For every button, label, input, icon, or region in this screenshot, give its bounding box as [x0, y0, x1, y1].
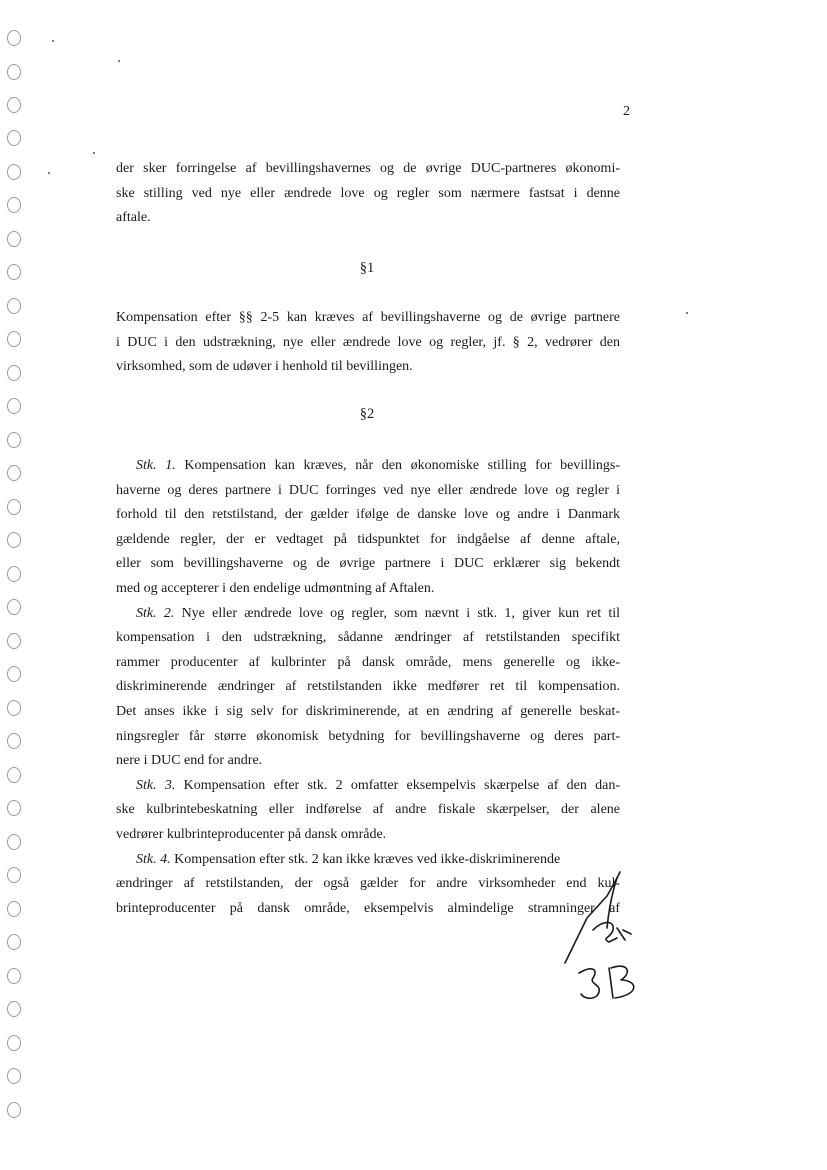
binder-hole	[7, 197, 21, 213]
text-line: Det anses ikke i sig selv for diskriminerende, at en ændring af generelle beskat-	[116, 703, 620, 719]
text-line: eller som bevillingshaverne og de øvrige partnere i DUC erklærer sig bekendt	[116, 556, 620, 572]
stk-4-first-line: Stk. 4. Kompensation efter stk. 2 kan ikke kræves ved ikke-diskriminerende	[136, 851, 561, 867]
stk-1-label: Stk. 1.	[136, 458, 176, 473]
text-line: der sker forringelse af bevillingshavernes og de øvrige DUC-partneres økonomi-	[116, 161, 620, 176]
scan-speck	[48, 172, 50, 174]
binder-hole	[7, 1068, 21, 1084]
binder-hole	[7, 599, 21, 615]
binder-hole	[7, 867, 21, 883]
binder-hole	[7, 1001, 21, 1017]
binder-hole	[7, 700, 21, 716]
scan-speck	[118, 60, 120, 62]
binder-hole	[7, 499, 21, 515]
text-line: diskriminerende ændringer af retstilstanden ikke medfører ret til kompensation.	[116, 679, 620, 695]
stk-1-first-line: Stk. 1. Kompensation kan kræves, når den økonomiske stilling for bevillings-	[136, 458, 621, 473]
binder-hole	[7, 432, 21, 448]
binder-hole	[7, 566, 21, 582]
text-line: Kompensation efter §§ 2-5 kan kræves af bevillingshaverne og de øvrige partnere	[116, 310, 620, 325]
binder-hole	[7, 834, 21, 850]
stk-4-label: Stk. 4.	[136, 851, 171, 867]
text-line: vedrører kulbrinteproducenter på dansk område.	[116, 826, 387, 842]
binder-hole	[7, 968, 21, 984]
stk-2-first-line: Stk. 2. Nye eller ændrede love og regler, som nævnt i stk. 1, giver kun ret til	[136, 605, 620, 621]
binder-hole	[7, 934, 21, 950]
stk-3-first-line: Stk. 3. Kompensation efter stk. 2 omfatter eksempelvis skærpelse af den dan-	[136, 777, 621, 793]
binder-hole	[7, 901, 21, 917]
binder-hole	[7, 767, 21, 783]
binder-hole	[7, 264, 21, 280]
text-line: aftale.	[116, 210, 151, 226]
text-line: brinteproducenter på dansk område, eksempelvis almindelige stramninger af	[116, 900, 620, 916]
binder-hole	[7, 465, 21, 481]
binder-hole	[7, 64, 21, 80]
binder-hole	[7, 532, 21, 548]
text-line: ningsregler får større økonomisk betydning for bevillingshaverne og deres part-	[116, 728, 620, 744]
text-line: i DUC i den udstrækning, nye eller ændrede love og regler, jf. § 2, vedrører den	[116, 334, 620, 350]
binder-hole	[7, 365, 21, 381]
text-line: ske stilling ved nye eller ændrede love og regler som nærmere fastsat i denne	[116, 185, 620, 201]
scan-speck	[52, 40, 54, 42]
text-line: rammer producenter af kulbrinter på dansk område, mens generelle og ikke-	[116, 654, 620, 670]
binder-holes	[0, 0, 40, 1170]
section-2-heading: §2	[359, 406, 375, 422]
binder-hole	[7, 164, 21, 180]
text-line: gældende regler, der er vedtaget på tidspunktet for indgåelse af denne aftale,	[116, 531, 620, 547]
text-line: ske kulbrintebeskatning eller indførelse af andre fiskale skærpelser, der alene	[116, 802, 620, 818]
scan-speck	[686, 312, 688, 314]
text-line: virksomhed, som de udøver i henhold til bevillingen.	[116, 359, 413, 375]
section-1-paragraph	[116, 306, 620, 380]
binder-hole	[7, 398, 21, 414]
text-line: ændringer af retstilstanden, der også gælder for andre virksomheder end kul-	[116, 876, 620, 892]
binder-hole	[7, 331, 21, 347]
section-2-body	[116, 454, 620, 921]
intro-paragraph	[116, 157, 620, 231]
binder-hole	[7, 298, 21, 314]
section-1-heading: §1	[359, 260, 375, 276]
handwritten-signature	[557, 868, 667, 1003]
page-number: 2	[623, 104, 630, 119]
binder-hole	[7, 733, 21, 749]
binder-hole	[7, 231, 21, 247]
binder-hole	[7, 97, 21, 113]
text-line: haverne og deres partnere i DUC forringes ved nye eller ændrede love og regler i	[116, 482, 620, 498]
text-line: med og accepterer i den endelige udmøntning af Aftalen.	[116, 580, 435, 596]
stk-2-label: Stk. 2.	[136, 605, 175, 621]
binder-hole	[7, 800, 21, 816]
text-line: kompensation i den udstrækning, sådanne ændringer af retstilstanden specifikt	[116, 630, 620, 646]
scan-speck	[93, 152, 95, 154]
binder-hole	[7, 1035, 21, 1051]
binder-hole	[7, 1102, 21, 1118]
text-line: forhold til den retstilstand, der gælder ifølge de danske love og andre i Danmark	[116, 507, 620, 523]
stk-3-label: Stk. 3.	[136, 777, 176, 793]
binder-hole	[7, 666, 21, 682]
binder-hole	[7, 30, 21, 46]
binder-hole	[7, 130, 21, 146]
binder-hole	[7, 633, 21, 649]
text-line: nere i DUC end for andre.	[116, 753, 263, 769]
